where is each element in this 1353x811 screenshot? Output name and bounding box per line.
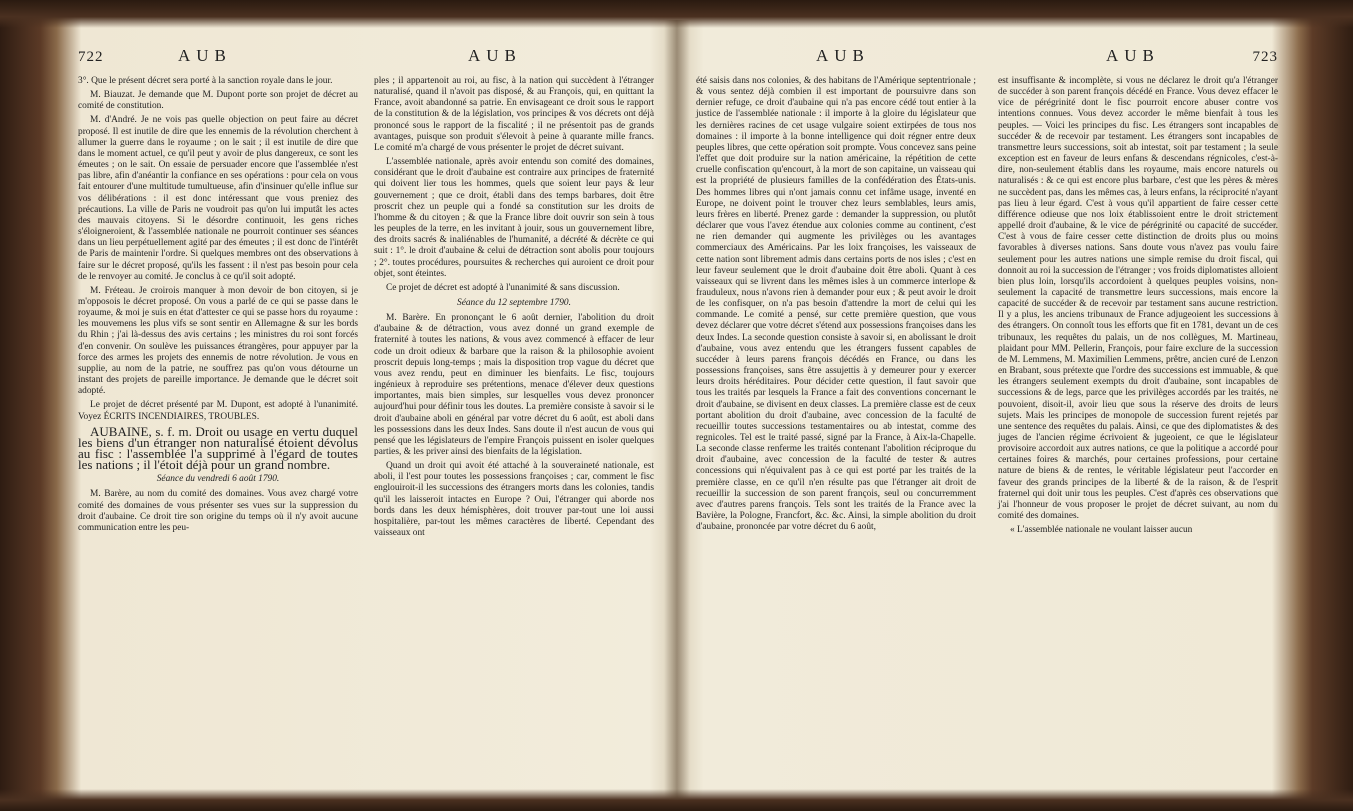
paragraph: M. Biauzat. Je demande que M. Dupont porte son projet de décret au comité de constitution. <box>78 90 358 112</box>
entry-heading: AUBAINE, s. f. m. Droit ou usage en vertu duquel les biens d'un étranger non naturalisé étoient dévolus au fisc : l'assemblée l'a supprimé à l'égard de toutes les nations ; il l'étoit déjà pour un grand nombre. <box>78 423 358 473</box>
right-page-column-2 <box>998 76 1278 539</box>
page-number: 723 <box>1252 49 1278 65</box>
paragraph: Ce projet de décret est adopté à l'unanimité & sans discussion. <box>386 282 620 293</box>
paragraph: Le projet de décret présenté par M. Dupont, est adopté à l'unanimité. Voyez ÉCRITS INCENDIAIRES, TROUBLES. <box>78 400 358 422</box>
paragraph: M. d'André. Je ne vois pas quelle objection on peut faire au décret proposé. Il est inutile de dire que les ennemis de la révolution cherchent à allumer la guerre dans le royaume ; on le sait ; il est inutile de dire que dans le moment actuel, ce qu'il peut y avoir de plus dangereux, ce sont les émeutes ; on le sait. On essaie de persuader encore que l'assemblée n'est pas libre, afin d'anéantir la confiance en ses opérations : pour cela on vous fait entourer d'une multitude tumultueuse, afin d'insinuer qu'elle influe sur vos délibérations : il est donc intéressant que vous preniez des précautions. La ville de Paris ne voudroit pas qu'on lui imputât les actes des mauvais citoyens. Si le désordre continuoit, les gens riches s'éloigneroient, & l'assemblée nationale ne pourroit continuer ses séances dans un lieu perpétuellement agité par des émeutes ; il est donc de l'intérêt de Paris de maintenir l'ordre. Si quelques membres ont des observations à faire sur le décret proposé, qu'ils les fassent : il n'est pas besoin pour cela de le renvoyer au comité. Je conclus à ce qu'il soit adopté. <box>78 115 358 282</box>
paragraph: 3°. Que le présent décret sera porté à la sanction royale dans le jour. <box>78 76 333 86</box>
paragraph: est insuffisante & incomplète, si vous ne déclarez le droit qu'a l'étranger de succéder à son parent françois décédé en France. Vous devez effacer le vice de pérégrinité dont le fisc pourroit encore abuser contre vos intentions connues. Vous devez accorder le même bienfait à tous les peuples. — Voici les principes du fisc. Les étrangers sont incapables de succéder & de recevoir par testament. Les étrangers sont incapables de transmettre leurs successions, soit ab intestat, soit par testament ; la seule exception est en faveur de leurs enfans & descendans régnicoles, c'est-à-dire, non-seulement établis dans les royaume, mais encore naturels ou naturalisés : & ce qui est encore plus barbare, c'est que les pères & mères ne succèdent pas, dans les mêmes cas, à leurs enfans, la réciprocité n'ayant pas lieu à leur égard. C'est à vous qu'il appartient de faire cesser cette différence odieuse que nos loix établissoient entre le droit strictement appellé droit d'aubaine, & le vice de pérégrinité ou capacité de succéder. C'est à vous de faire cesser cette distinction de droits plus ou moins favorables à diverses nations. Sans doute vous n'avez pas voulu faire seulement pour les autres nations une simple remise du droit fiscal, qui donnoit au roi la succession de l'étranger ; vos froids diplomatistes alloient bien plus loin, lorsqu'ils accordoient à quelques peuples voisins, non-seulement la capacité de transmettre leurs successions, mais encore la capacité de succéder & de recevoir par testament sans aucune restriction. Il y a plus, les anciens tribunaux de France adjugeoient les successions à des étrangers. On connoît tous les efforts que fit en 1781, devant un de ces tribunaux, les requêtes du palais, un de nos collègues, M. Martineau, plaidant pour MM. Pellerin, François, pour faire exclure de la succession de M. Lemmens, M. Maximilien Lemmens, prêtre, ancien curé de Lenzon en Brabant, sous prétexte que l'ordre des successions est immuable, & que les étrangers seulement exempts du droit d'aubaine, sont incapables de successions & de legs, parce que les privilèges accordés par les traités, ne pouvoient, disoit-il, avoir lieu que sous la réserve des droits de leurs sujets. Mais les principes de monopole de succession furent rejetés par une sentence des requêtes du palais. Ainsi, ce que des diplomatistes & des juges de l'ancien régime écrivoient & jugeoient, ce que le législateur provisoire accordoit aux autres nations, ce que la politique a accordé pour certaines foires & marchés, pour certaines professions, pour certaine nature de biens & de rentes, le véritable législateur peut l'accorder en faveur des grands principes de la liberté & de la raison, & de l'esprit fraternel qui doit unir tous les peuples. C'est d'après ces observations que j'ai l'honneur de vous proposer le projet de décret suivant, au nom du comité des domaines. <box>998 76 1279 522</box>
left-page <box>78 46 654 542</box>
paragraph: M. Barère, au nom du comité des domaines. Vous avez chargé votre comité des domaines de vous présenter ses vues sur la suppression du droit d'aubaine. Ce droit tire son origine du temps où il n'y avoit aucune communication entre les peu- <box>78 489 358 533</box>
right-page-header <box>696 46 1278 76</box>
running-head: AUB <box>816 46 870 65</box>
left-page-column-2 <box>374 76 654 542</box>
left-page-header <box>78 46 654 76</box>
left-page-column-1 <box>78 76 358 542</box>
page-number: 722 <box>78 49 104 65</box>
paragraph: ples ; il appartenoit au roi, au fisc, à la nation qui succèdent à l'étranger naturalisé, quand il n'avoit pas disposé, & au François, qui, en quittant la France, avoit abandonné sa patrie. En envisageant ce droit sous le rapport de la constitution & de la législation, vos principes & vos décrets ont déjà prononcé sous le rapport de la fiscalité ; il ne présentoit pas de grands avantages, puisque son produit s'élevoit à peine à quarante mille francs. Le comité m'a chargé de vous présenter le projet de décret suivant. <box>374 76 654 153</box>
right-page-column-1 <box>696 76 976 539</box>
right-page <box>696 46 1279 539</box>
paragraph: L'assemblée nationale, après avoir entendu son comité des domaines, considérant que le droit d'aubaine est contraire aux principes de fraternité qui doivent lier tous les hommes, quels que soient leur pays & leur gouvernement ; que ce droit, établi dans des temps barbares, doit être proscrit chez un peuple qui a fondé sa constitution sur les droits de l'homme & du citoyen ; & que la France libre doit ouvrir son sein à tous les peuples de la terre, en les invitant à jouir, sous un gouvernement libre, des droits sacrés & inaliénables de l'humanité, a décrété & décrète ce qui suit : 1°. le droit d'aubaine & celui de détraction sont abolis pour toujours ; 2°. toutes procédures, poursuites & recherches qui auroient ce droit pour objet, sont éteintes. <box>374 157 654 279</box>
paragraph: Quand un droit qui avoit été attaché à la souveraineté nationale, est aboli, il l'est pour toutes les possessions françoises ; car, comment le fisc englouiroit-il les successions des étrangers morts dans les colonies, tandis qu'il les laisseroit intactes en Europe ? Oui, l'étranger qui aborde nos bords dans les deux hémisphères, doit trouver par-tout une loi aussi hospitalière, par-tout les mêmes caractères de liberté. Cependant des vaisseaux ont <box>374 461 654 539</box>
session-date: Séance du vendredi 6 août 1790. <box>156 474 280 485</box>
running-head: AUB <box>1106 46 1160 65</box>
book-gutter <box>664 20 690 800</box>
paragraph: été saisis dans nos colonies, & des habitans de l'Amérique septentrionale ; & vous sentez déjà combien il est important de poursuivre dans son dernier refuge, ce droit d'aubaine qui n'a pas encore cédé tout entier à la justice de l'assemblée nationale : il importe à la gloire du législateur que les dernières racines de cet usage vulgaire soient extirpées de tous nos domaines : il importe à la bonne intelligence qui doit régner entre deux peuples libres, que cette opération soit prompte. Vous concevez sans peine l'effet que doit produire sur la nation américaine, la répétition de cette cruelle confiscation qu'encourt, à la mort de son capitaine, un vaisseau qui est la propriété de plusieurs familles de la confédération des États-unis. Des hommes libres qui n'ont jamais connu cet infâme usage, inventé en Europe, ne doivent point le trouver chez leurs semblables, leurs amis, leurs frères en liberté. Prenez garde : demander la suppression, ou plutôt déclarer que vous l'avez étendue aux colonies comme au continent, c'est ne rien demander qui augmente les privilèges ou les avantages commerciaux des Américains. Par les loix françoises, les vaisseaux de cette nation sont librement admis dans certains ports de nos isles ; c'est en leur faveur seulement que le droit d'aubaine doit être aboli. Quant à ces vaisseaux qui se livrent dans les mêmes isles à un commerce interlope & frauduleux, nous n'avons rien à demander pour eux ; & peut avoir le droit de les confisquer, on n'a pas besoin d'attendre la mort de celui qui les commande. Le comité a pensé, sur cette première question, que vous devez déclarer que votre décret s'étend aux possessions françoises dans les deux Indes. La seconde question consiste à savoir si, en abolissant le droit d'aubaine, vous avez entendu que les étrangers fussent capables de succéder à leurs parens françois décédés en France, ou dans les possessions françoises, sans être assujettis à y demeurer pour y exercer leurs droits héréditaires. Pour décider cette question, il faut savoir que tous les traités par lesquels la France a fait des conventions concernant le droit d'aubaine, se divisent en deux classes. La première classe est de ceux portant abolition du droit d'aubaine, avec concession de la faculté de recueillir toutes successions testamentaires ou ab intestat, comme des regnicoles. Tel est le traité passé, signé par la France, à Aix-la-Chapelle. La seconde classe renferme les traités contenant l'abolition réciproque du droit d'aubaine, avec concession de la faculté de tester & autres concessions qui n'équivalent pas à ce qui est porté par les traités de la première classe, en ce qu'il n'en résulte pas que l'étranger ait droit de recueillir la succession de son parent françois, seul ou concurremment avec d'autres parens françois. Tels sont les traités de la France avec la Bavière, la Pologne, Francfort, &c. &c. Ainsi, la simple abolition du droit d'aubaine, prononcée par votre décret du 6 août, <box>696 76 976 533</box>
running-head: AUB <box>468 46 522 65</box>
running-head: AUB <box>178 46 232 65</box>
paragraph: M. Fréteau. Je croirois manquer à mon devoir de bon citoyen, si je m'opposois le décret proposé. On vous a parlé de ce qui se passe dans le royaume, & moi je suis en état d'attester ce qui se passe hors du royaume : les mouvemens les plus vifs se sont sentir en Allemagne & sur les bords du Rhin ; j'ai là-dessus des avis certains ; les ministres du roi sont forcés d'en convenir. On soulève les puissances étrangères, pour appuyer par la force des armes les projets des ennemis de notre révolution. Je vous en supplie, au nom de la patrie, ne souffrez pas qu'on vous détourne un instant des projets de pareille importance. Je demande que le décret soit adopté. <box>78 285 358 397</box>
session-date: Séance du 12 septembre 1790. <box>457 297 571 308</box>
paragraph: M. Barère. En prononçant le 6 août dernier, l'abolition du droit d'aubaine & de détraction, vous avez donné un grand exemple de fraternité à toutes les nations, & vous avez commencé à effacer de leur code un droit odieux & barbare que la raison & la philosophie avoient proscrit depuis long-temps ; mais la disposition trop vague du décret que vous avez rendu, peut en diminuer les bienfaits. Le fisc, toujours ingénieux à reproduire ses prétentions, menace d'élever deux questions importantes, mais bien simples, sur lesquelles vous devez prononcer aujourd'hui pour définir tous les doutes. La première consiste à savoir si le droit d'aubaine aboli en général par votre décret du 6 août, est aboli dans les possessions dans les deux Indes. Sans doute il n'est aucun de vous qui pensé que les législateurs de l'empire François puissent en isoler quelques parties, & les priver ainsi des bienfaits de la législation. <box>374 313 654 457</box>
paragraph: « L'assemblée nationale ne voulant laisser aucun <box>1010 525 1193 536</box>
